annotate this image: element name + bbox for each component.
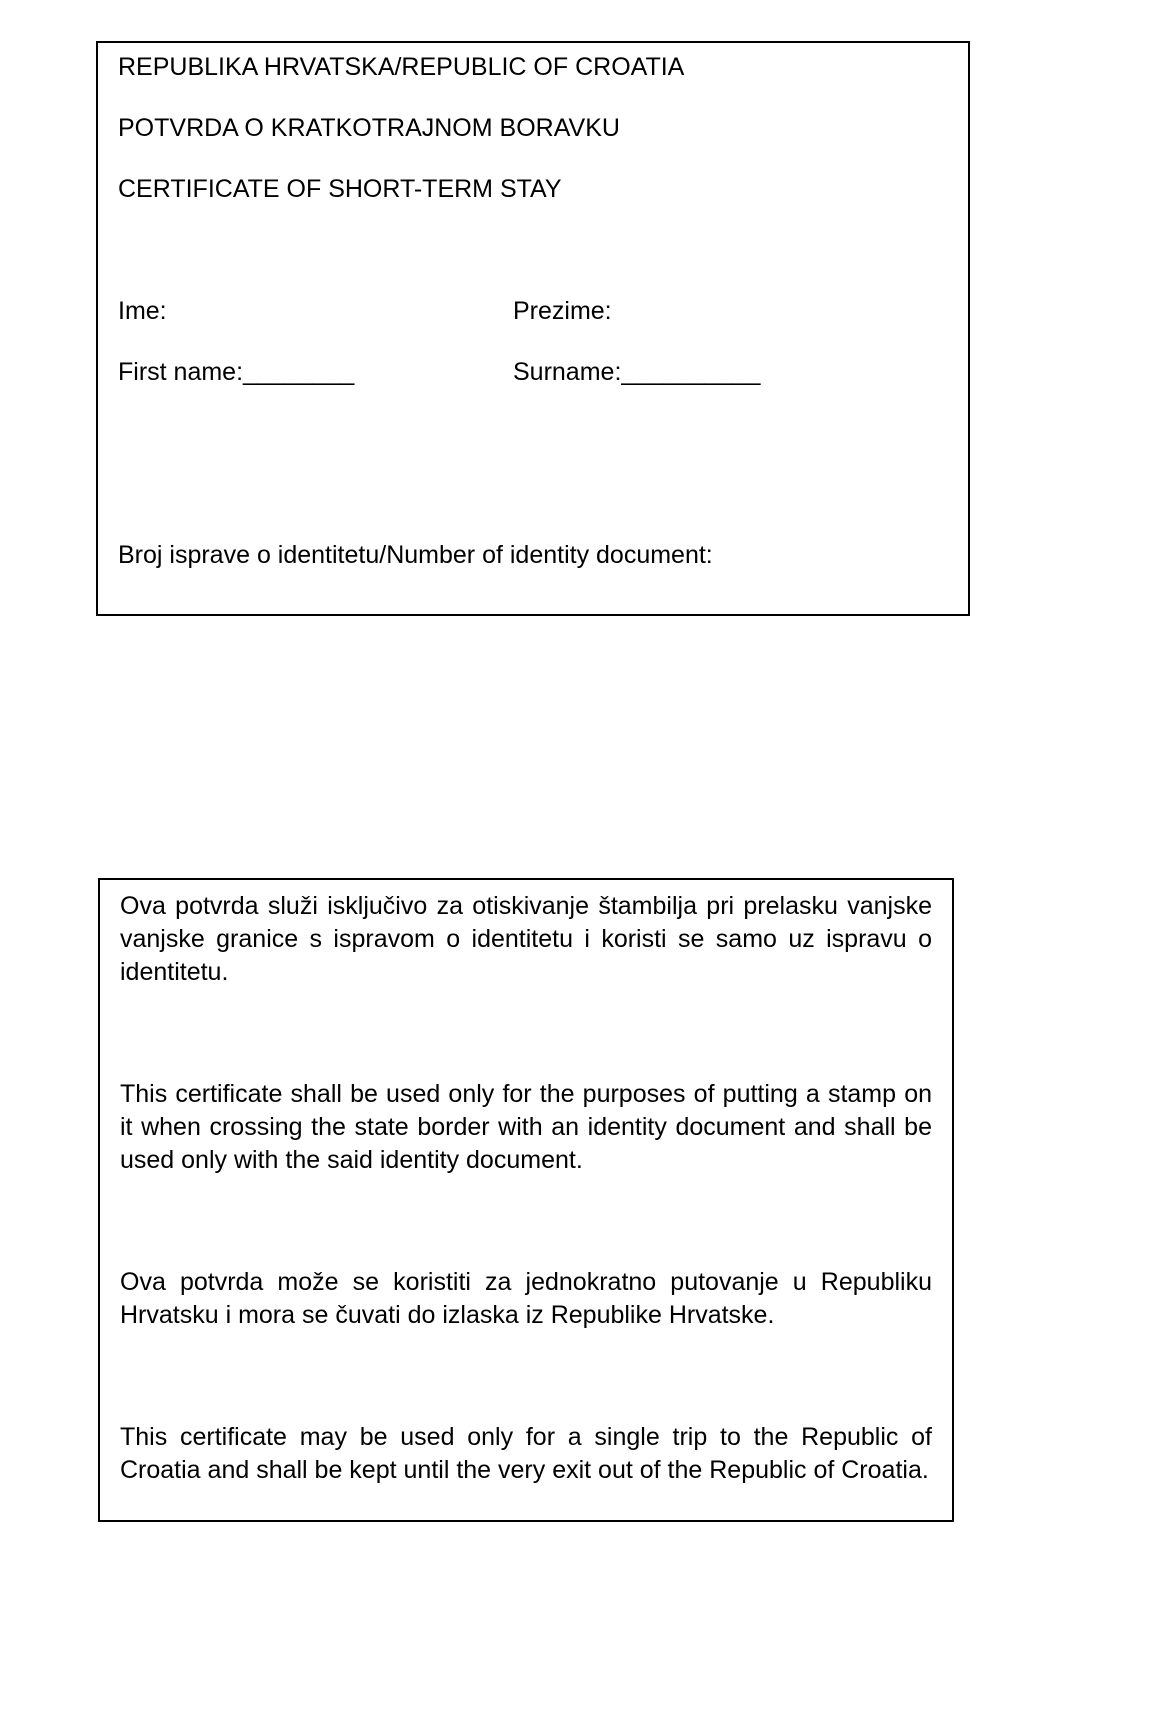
surname-field: Surname:__________ bbox=[513, 358, 761, 386]
single-trip-paragraph-hr: Ova potvrda može se koristiti za jednokratno putovanje u Republiku Hrvatsku i mora se čuvati do izlaska iz Republike Hrvatske. bbox=[120, 1268, 932, 1329]
certificate-title-hr: POTVRDA O KRATKOTRAJNOM BORAVKU bbox=[118, 114, 620, 142]
country-heading: REPUBLIKA HRVATSKA/REPUBLIC OF CROATIA bbox=[118, 53, 685, 81]
certificate-title-en: CERTIFICATE OF SHORT-TERM STAY bbox=[118, 175, 562, 203]
usage-paragraph-hr: Ova potvrda služi isključivo za otiskivanje štambilja pri prelasku vanjske vanjske granice s ispravom o identitetu i koristi se samo uz ispravu o identitetu. bbox=[120, 892, 932, 986]
certificate-back-box bbox=[98, 878, 954, 1522]
surname-label-hr: Prezime: bbox=[513, 297, 612, 325]
first-name-field: First name:________ bbox=[118, 358, 355, 386]
usage-paragraph-en: This certificate shall be used only for the purposes of putting a stamp on it when crossing the state border with an identity document and shall be used only with the said identity document. bbox=[120, 1080, 932, 1174]
first-name-label-hr: Ime: bbox=[118, 297, 167, 325]
certificate-front-box bbox=[96, 41, 970, 616]
single-trip-paragraph-en: This certificate may be used only for a single trip to the Republic of Croatia and shall be kept until the very exit out of the Republic of Croatia. bbox=[120, 1423, 932, 1484]
identity-document-number-label: Broj isprave o identitetu/Number of identity document: bbox=[118, 541, 713, 569]
